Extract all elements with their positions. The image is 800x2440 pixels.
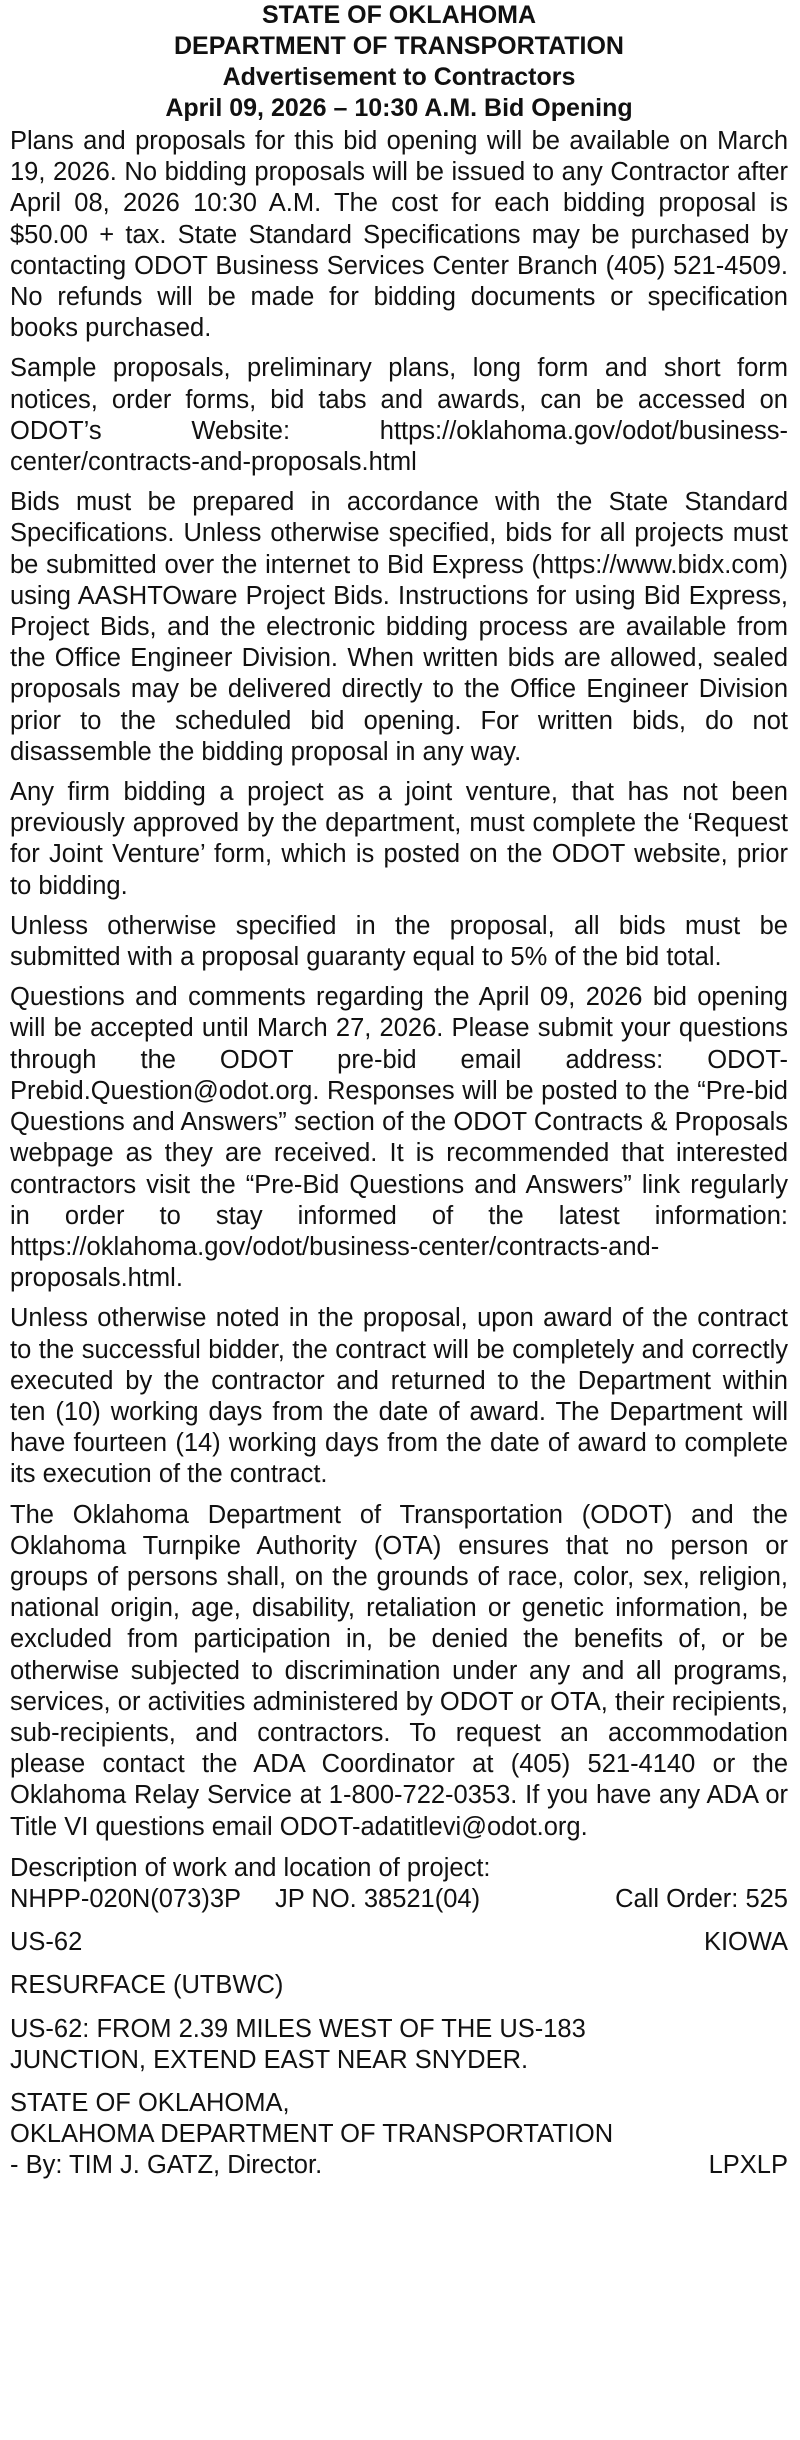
header-title: Advertisement to Contractors — [222, 63, 576, 91]
signature-director: - By: TIM J. GATZ, Director. — [10, 2151, 323, 2180]
paragraph-website: Sample proposals, preliminary plans, long form and short form notices, order forms, bid tabs and awards, can be accessed on ODOT’s Website: https://oklahoma.gov/odot/business-center/contracts-and-proposals.html — [10, 354, 788, 477]
project-description-label: Description of work and location of project: — [10, 1853, 491, 1882]
header-department: DEPARTMENT OF TRANSPORTATION — [174, 32, 624, 60]
ad-code: LPXLP — [708, 2151, 788, 2180]
project-number: NHPP-020N(073)3P — [10, 1884, 242, 1913]
signature-state: STATE OF OKLAHOMA, — [10, 2088, 290, 2117]
signature-block — [10, 2088, 788, 2182]
paragraph-availability: Plans and proposals for this bid opening will be available on March 19, 2026. No bidding proposals will be issued to any Contractor after April 08, 2026 10:30 A.M. The cost for each bidding proposal is $50.00 + tax. State Standard Specifications may be purchased by contacting ODOT Business Services Center Branch (405) 521-4509. No refunds will be made for bidding documents or specification books purchased. — [10, 127, 788, 343]
paragraph-award: Unless otherwise noted in the proposal, upon award of the contract to the successful bidder, the contract will be completely and correctly executed by the contractor and returned to the Department within ten (10) working days from the date of award. The Department will have fourteen (14) working days from the date of award to complete its execution of the contract. — [10, 1304, 788, 1489]
header-bid-opening: April 09, 2026 – 10:30 A.M. Bid Opening — [165, 94, 633, 122]
notice-header — [10, 0, 788, 124]
location-line-2: JUNCTION, EXTEND EAST NEAR SNYDER. — [10, 2045, 529, 2074]
paragraph-questions: Questions and comments regarding the April 09, 2026 bid opening will be accepted until March 27, 2026. Please submit your questions through the ODOT pre-bid email address: ODOT-Prebid.Question@odot.org. Responses will be posted to the “Pre-bid Questions and Answers” section of the ODOT Contracts & Proposals webpage as they are received. It is recommended that interested contractors visit the “Pre-Bid Questions and Answers” link regularly in order to stay informed of the latest information: https://oklahoma.gov/odot/business-center/contracts-and-proposals.html. — [10, 983, 788, 1293]
county: KIOWA — [703, 1928, 788, 1957]
signature-department: OKLAHOMA DEPARTMENT OF TRANSPORTATION — [10, 2120, 614, 2149]
paragraph-bid-submission: Bids must be prepared in accordance with the State Standard Specifications. Unless otherwise specified, bids for all projects must be submitted over the internet to Bid Express (https://www.bidx.com) using AASHTOware Project Bids. Instructions for using Bid Express, Project Bids, and the electronic bidding process are available from the Office Engineer Division. When written bids are allowed, sealed proposals may be delivered directly to the Office Engineer Division prior to the scheduled bid opening. For written bids, do not disassemble the bidding proposal in any way. — [10, 488, 788, 766]
location-line-1: US-62: FROM 2.39 MILES WEST OF THE US-183 — [10, 2014, 586, 2043]
paragraph-nondiscrimination: The Oklahoma Department of Transportation (ODOT) and the Oklahoma Turnpike Authority (OTA) ensures that no person or groups of persons shall, on the grounds of race, color, sex, religion, national origin, age, disability, retaliation or genetic information, be excluded from participation in, be denied the benefits of, or be otherwise subjected to discrimination under any and all programs, services, or activities administered by ODOT or OTA, their recipients, sub-recipients, and contractors. To request an accommodation please contact the ADA Coordinator at (405) 521-4140 or the Oklahoma Relay Service at 1-800-722-0353. If you have any ADA or Title VI questions email ODOT-adatitlevi@odot.org. — [10, 1500, 788, 1841]
call-order: Call Order: 525 — [615, 1884, 788, 1913]
paragraph-joint-venture: Any firm bidding a project as a joint venture, that has not been previously approved by the department, must complete the ‘Request for Joint Venture’ form, which is posted on the ODOT website, prior to bidding. — [10, 778, 788, 900]
signature-director-row — [10, 2150, 788, 2181]
project-location — [10, 2014, 788, 2076]
header-state: STATE OF OKLAHOMA — [261, 1, 537, 29]
project-numbers-row — [10, 1884, 788, 1915]
route-county-row — [10, 1927, 788, 1958]
work-type: RESURFACE (UTBWC) — [10, 1971, 284, 2000]
route: US-62 — [10, 1928, 83, 1957]
jp-number: JP NO. 38521(04) — [275, 1884, 481, 1913]
paragraph-proposal-guaranty: Unless otherwise specified in the proposal, all bids must be submitted with a proposal guaranty equal to 5% of the bid total. — [10, 911, 788, 972]
project-section — [10, 1853, 788, 2076]
